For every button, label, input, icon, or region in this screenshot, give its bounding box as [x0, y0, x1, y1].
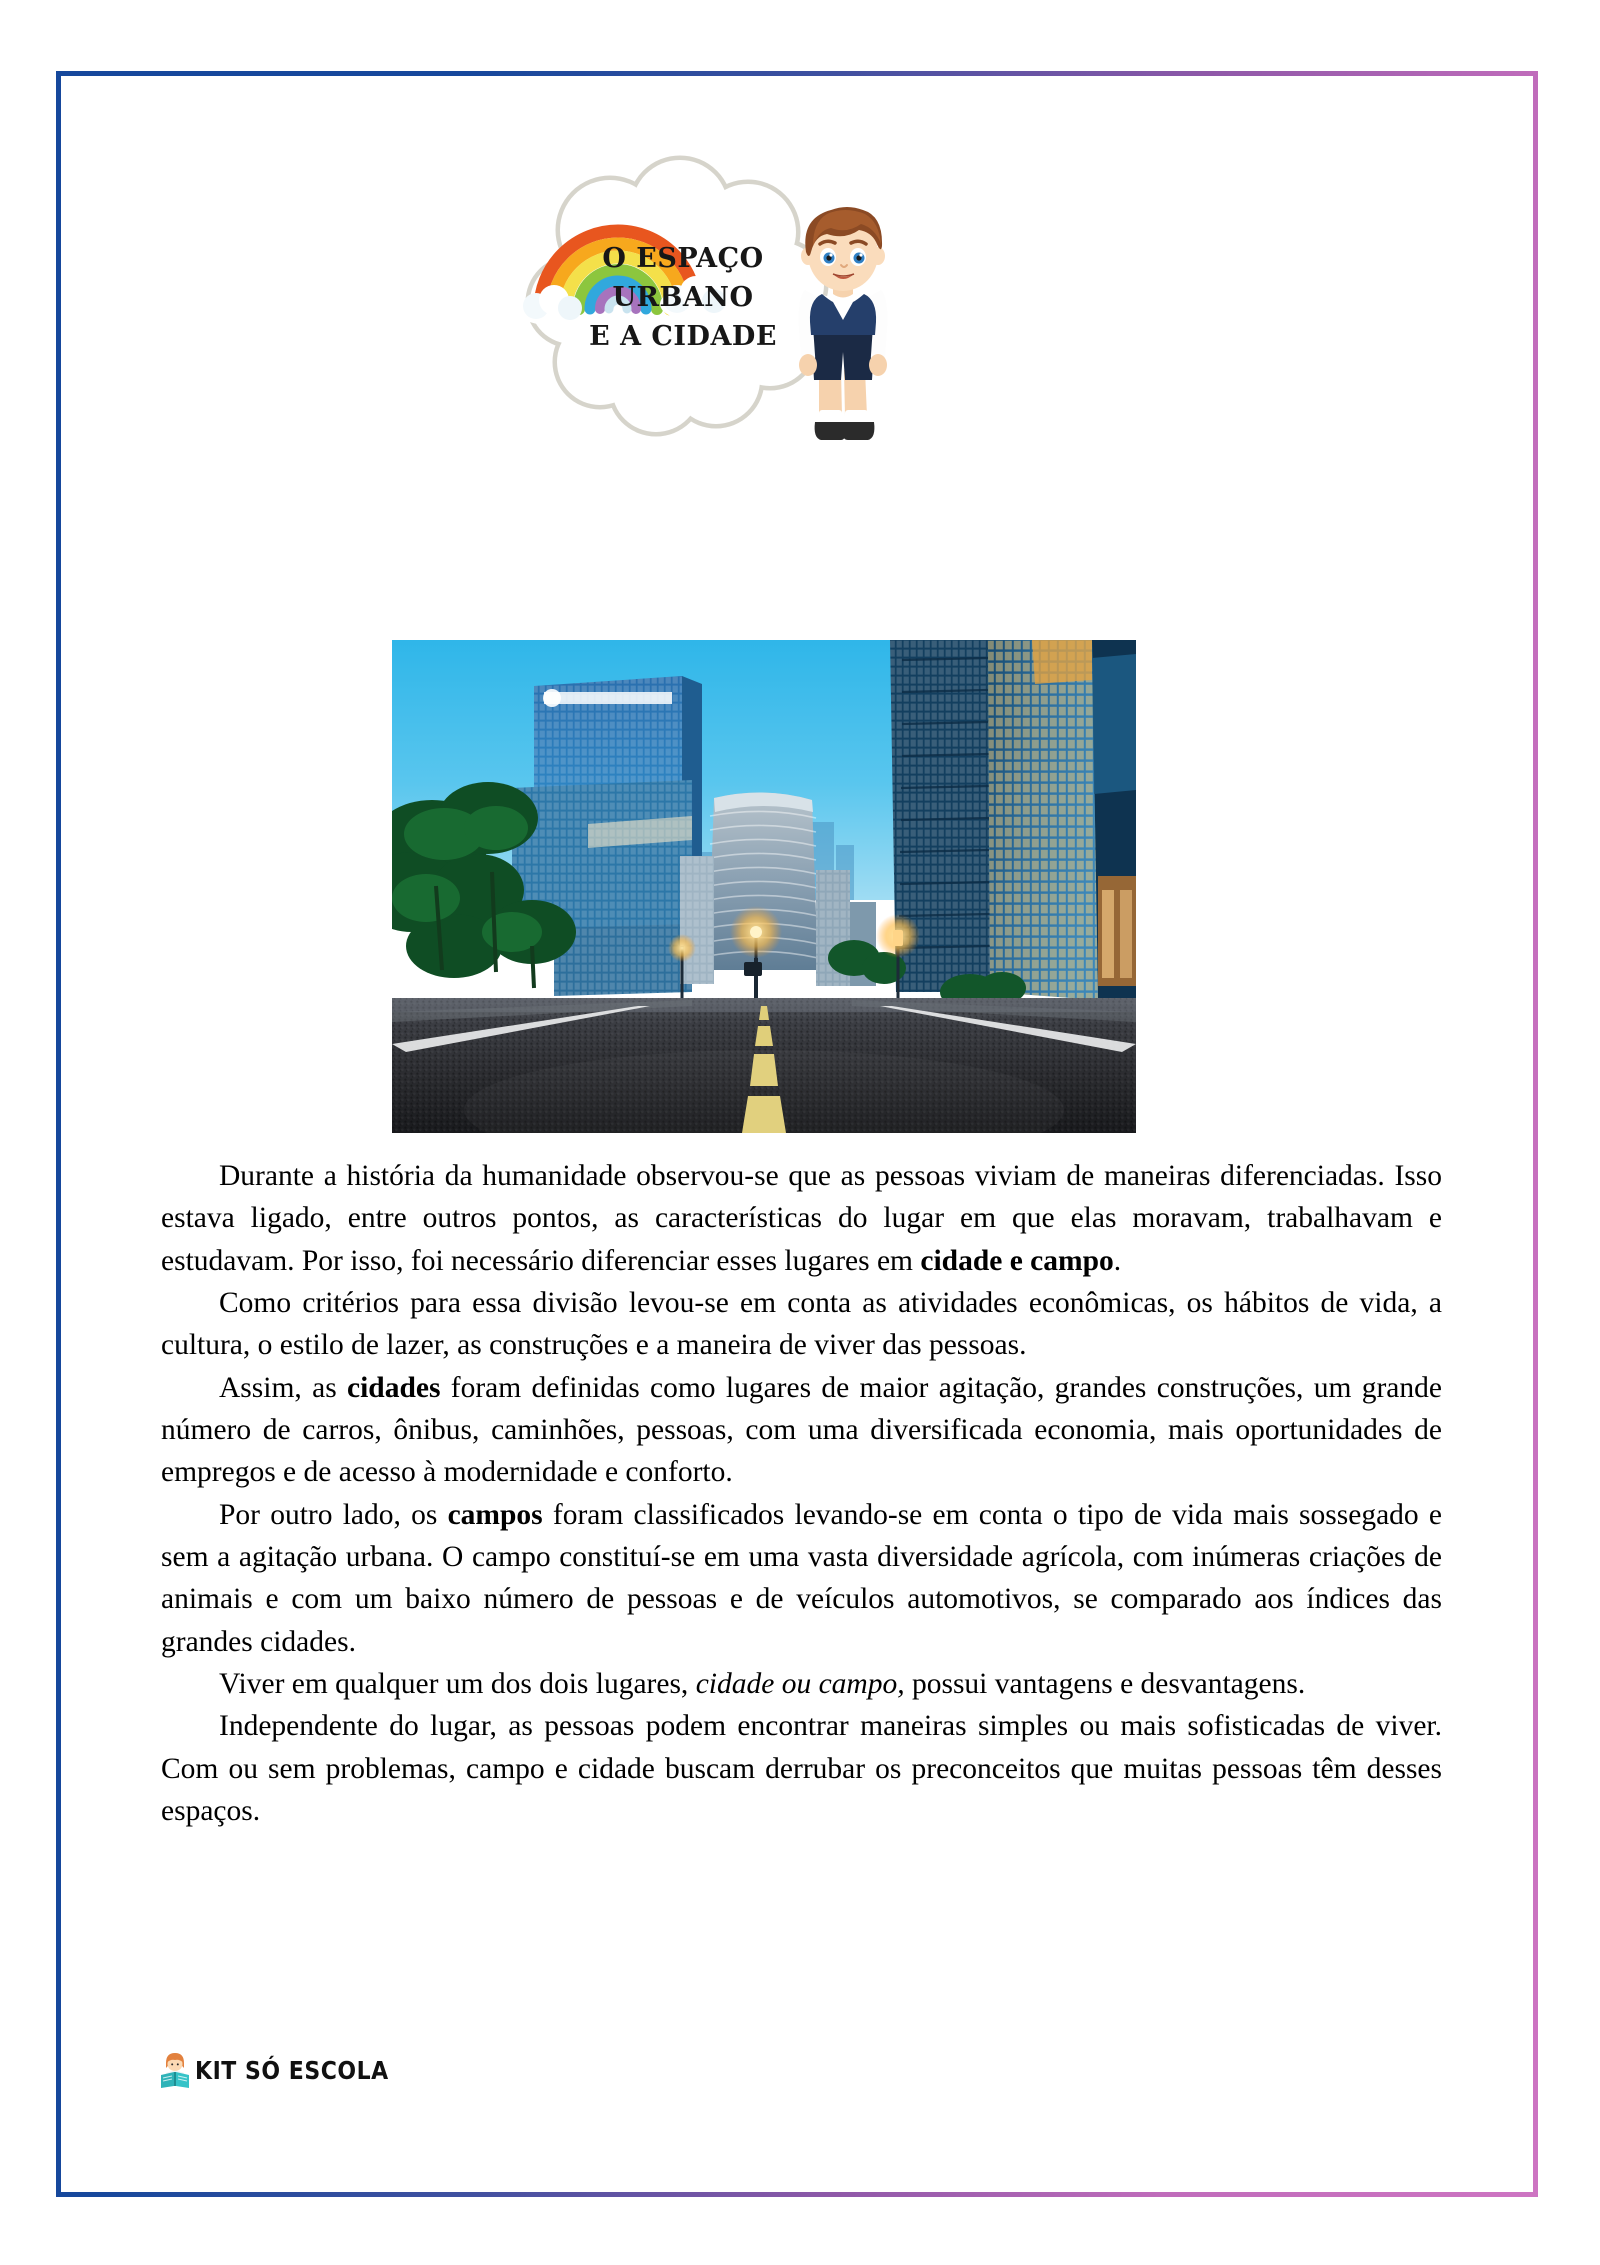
child-reading-book-icon — [158, 2051, 192, 2089]
city-street-photo — [392, 640, 1136, 1133]
paragraph-3: Assim, as cidades foram definidas como lugares de maior agitação, grandes construções, um grande número de carros, ônibus, caminhões, pessoas, com uma diversificada economia, mais oportunidades de empregos e de acesso à modernidade e conforto. — [161, 1371, 1442, 1489]
title-line-3: E A CIDADE — [589, 320, 777, 352]
boy-student-icon — [775, 202, 905, 452]
title-line-1: O ESPAÇO — [602, 243, 764, 274]
page-title — [558, 240, 808, 357]
kit-so-escola-logo — [158, 2047, 458, 2093]
paragraph-4: Por outro lado, os campos foram classificados levando-se em conta o tipo de vida mais sossegado e sem a agitação urbana. O campo constituí-se em uma vasta diversidade agrícola, com inúmeras criações de animais e com um baixo número de pessoas e de veículos automotivos, se comparado aos índices das grandes cidades. — [161, 1498, 1442, 1658]
cloud-title-badge — [520, 150, 840, 450]
title-line-2: URBANO — [612, 281, 754, 313]
logo-text: KIT SÓ ESCOLA — [195, 2055, 389, 2085]
header-illustration-block — [0, 0, 1600, 490]
paragraph-6: Independente do lugar, as pessoas podem encontrar maneiras simples ou mais sofisticadas de viver. Com ou sem problemas, campo e cidade buscam derrubar os preconceitos que muitas pessoas têm desses espaços. — [161, 1710, 1442, 1827]
paragraph-5: Viver em qualquer um dos dois lugares, cidade ou campo, possui vantagens e desvantagens. — [219, 1667, 1306, 1700]
paragraph-2: Como critérios para essa divisão levou-se em conta as atividades econômicas, os hábitos de vida, a cultura, o estilo de lazer, as construções e a maneira de viver das pessoas. — [161, 1286, 1442, 1362]
paragraph-1: Durante a história da humanidade observou-se que as pessoas viviam de maneiras diferenciadas. Isso estava ligado, entre outros pontos, as características do lugar em que elas moravam, trabalhavam e estudavam. Por isso, foi necessário diferenciar esses lugares em cidade e campo. — [161, 1160, 1442, 1277]
article-body — [161, 1155, 1442, 1832]
